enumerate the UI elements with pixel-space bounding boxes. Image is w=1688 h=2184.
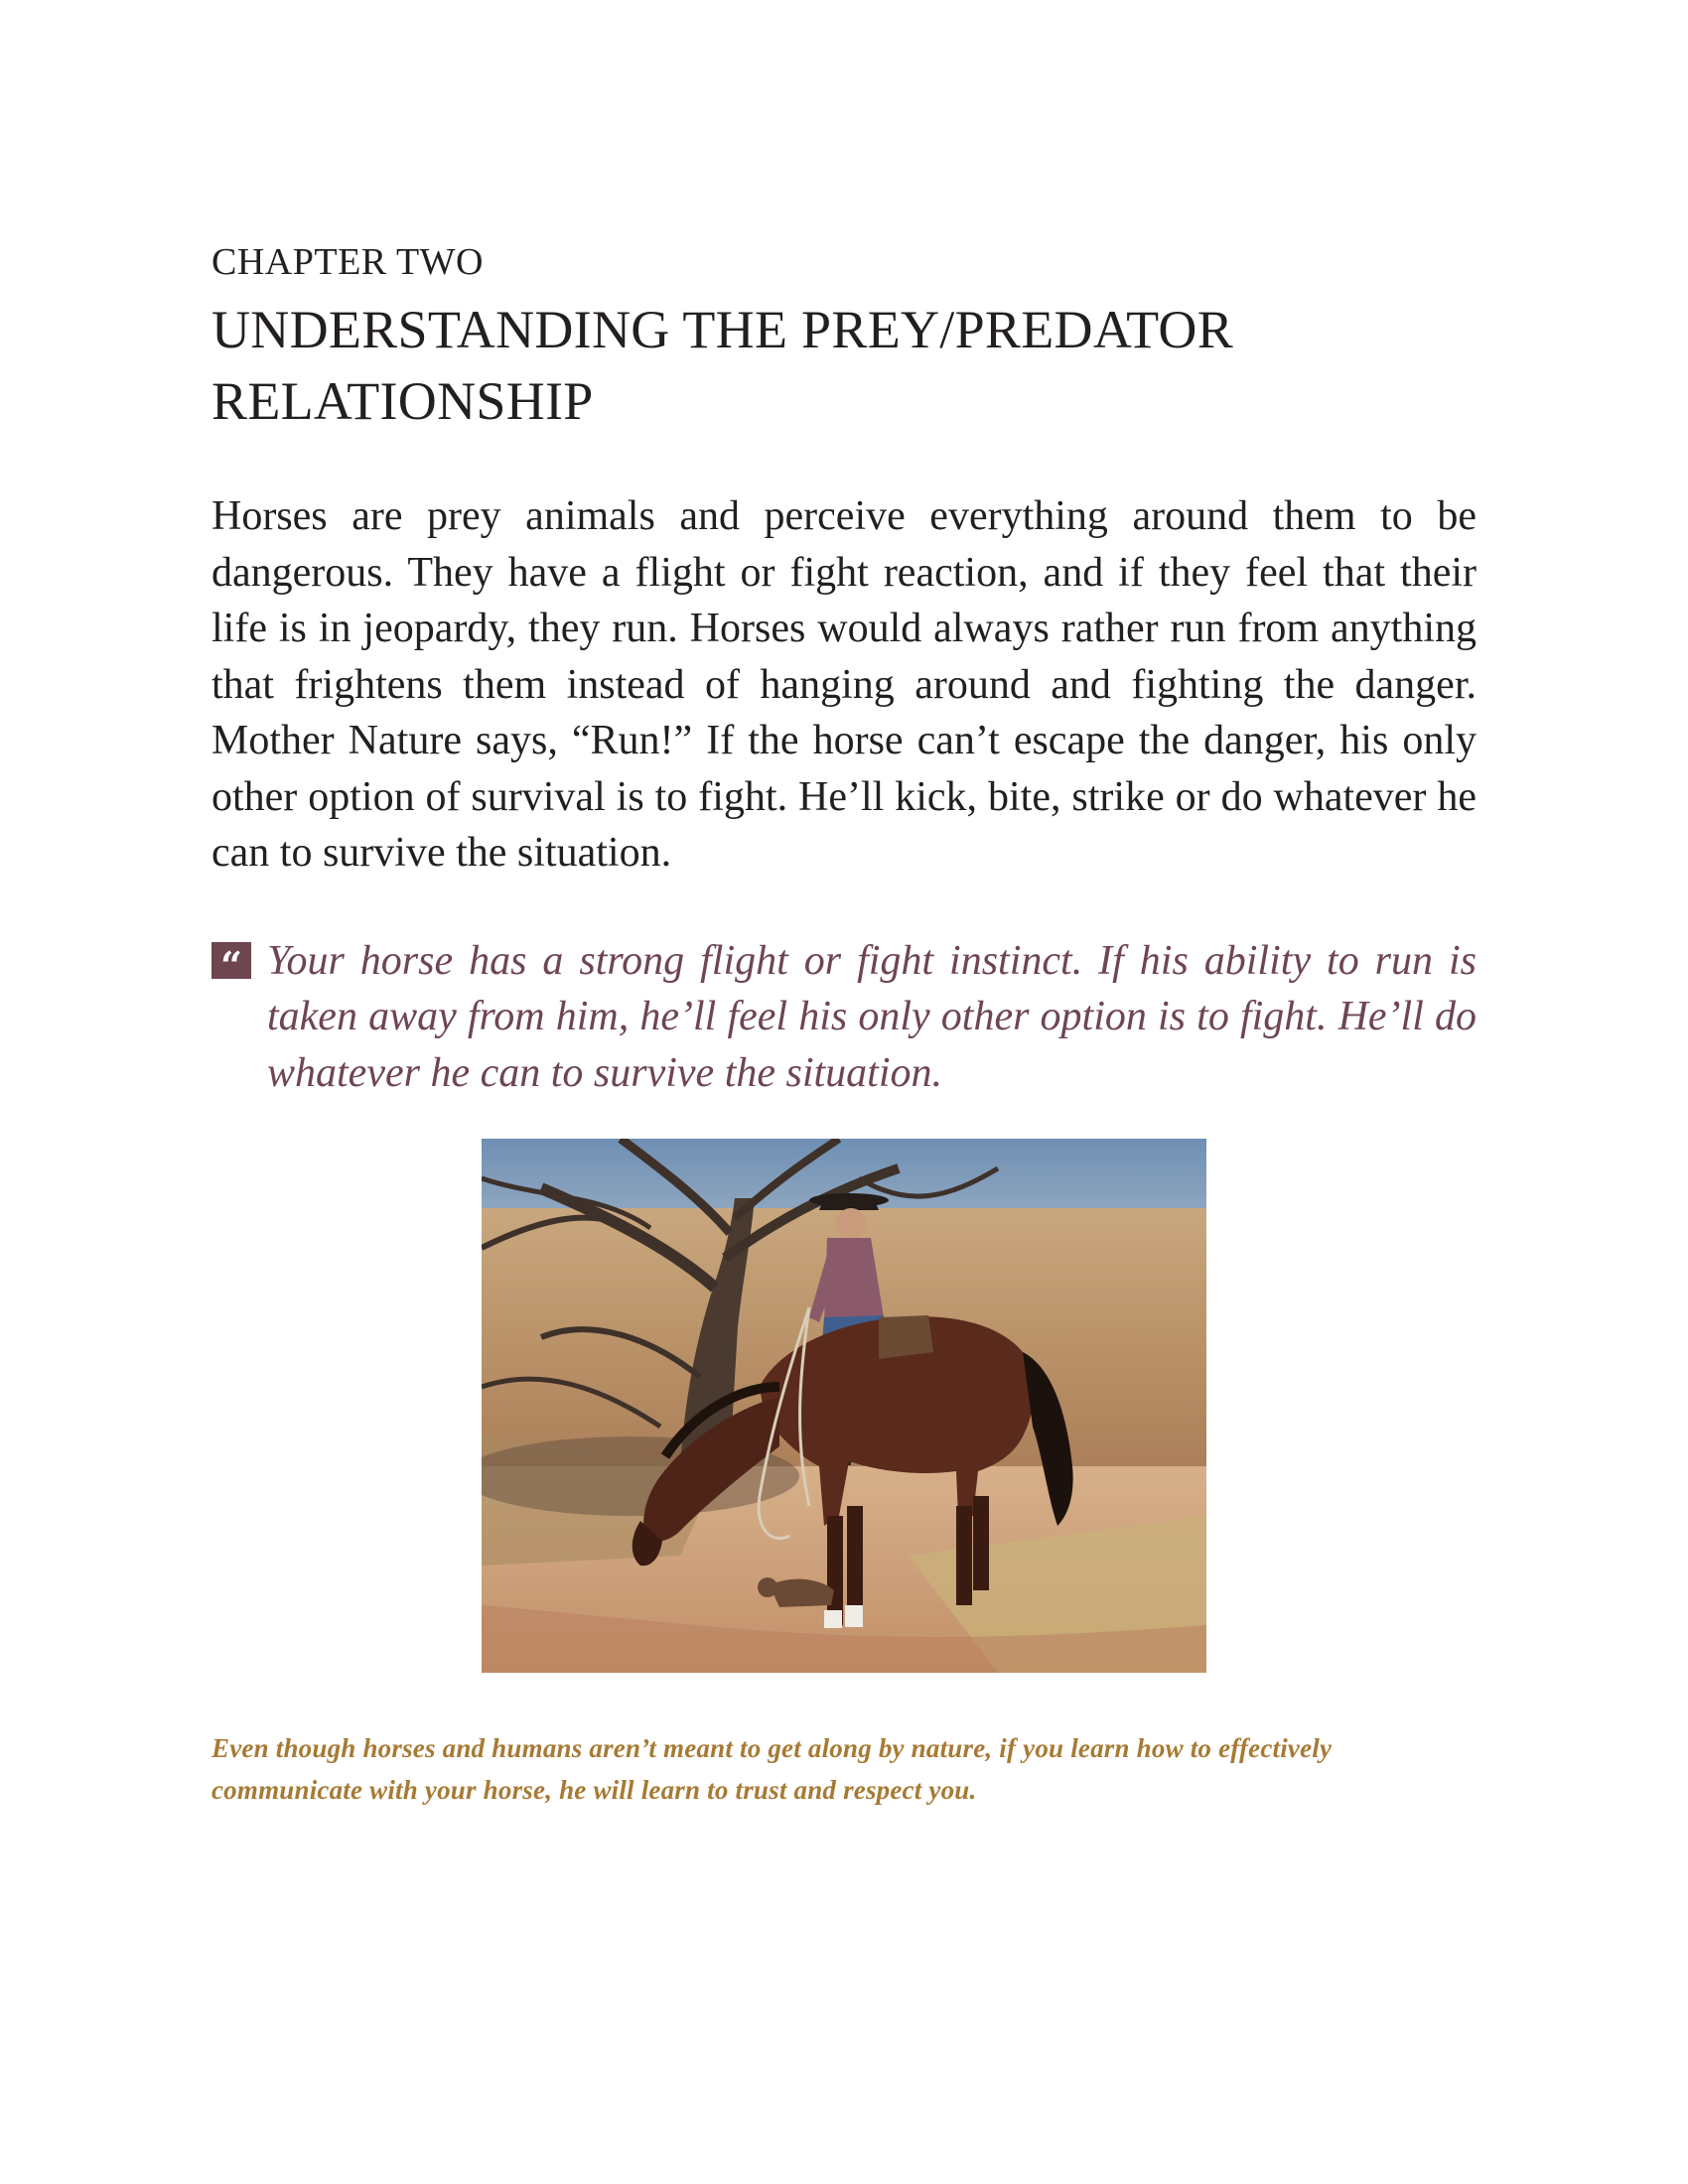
chapter-title — [211, 294, 1477, 437]
quote-mark-icon: “ — [211, 942, 251, 979]
page-content — [211, 238, 1477, 1101]
chapter-title-line-2: RELATIONSHIP — [211, 371, 594, 431]
photo-rider-on-horse — [482, 1139, 1206, 1673]
pull-quote-text: Your horse has a strong flight or fight instinct. If his ability to run is taken away from him, he’ll feel his only other option is to fight. He’ll do whatever he can to survive the situation. — [267, 937, 1477, 1096]
body-paragraph: Horses are prey animals and perceive everything around them to be dangerous. They have a flight or fight reaction, and if they feel that their life is in jeopardy, they run. Horses would always rather run from anything that frightens them instead of hanging around and fighting the danger. Mother Nature says, “Run!” If the horse can’t escape the danger, his only other option of survival is to fight. He’ll kick, bite, strike or do whatever he can to survive the situation. — [211, 493, 1477, 876]
pull-quote — [211, 933, 1477, 1102]
figure-caption: Even though horses and humans aren’t meant to get along by nature, if you learn how to effectively communicate with your horse, he will learn to trust and respect you. — [211, 1733, 1333, 1805]
chapter-title-line-1: UNDERSTANDING THE PREY/PREDATOR — [211, 300, 1234, 359]
chapter-label: CHAPTER TWO — [211, 241, 484, 283]
